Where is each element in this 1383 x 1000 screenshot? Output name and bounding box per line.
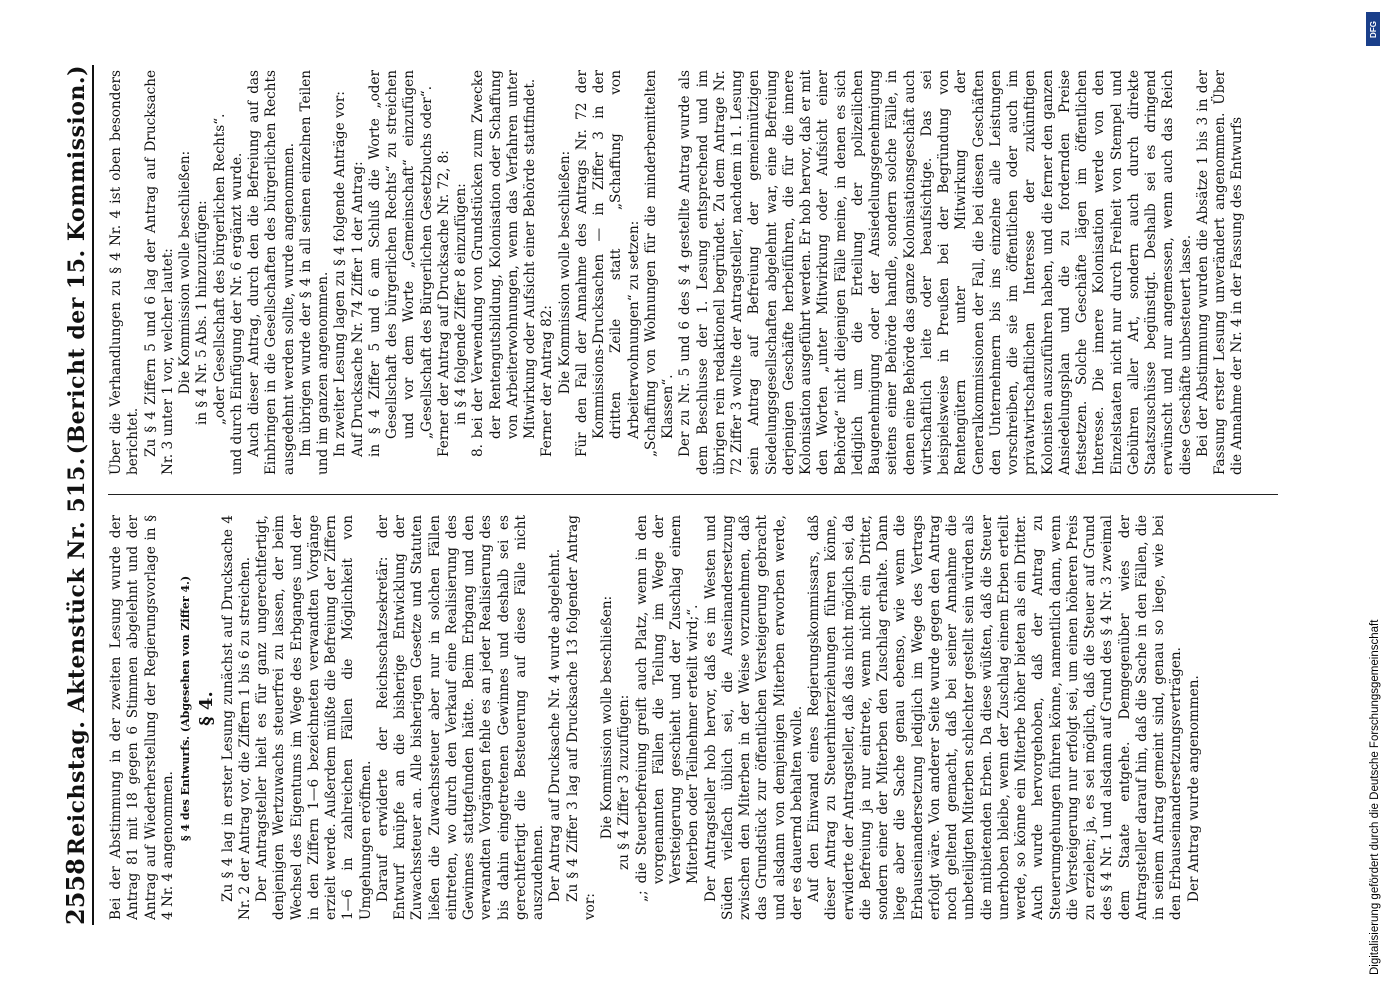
- paragraph: Bei der Abstimmung wurden die Absätze 1 bis 3 in der Fassung erster Lesung unverändert angenommen. Über die Annahme der Nr. 4 in der Fassung des Entwurfs: [1194, 70, 1246, 475]
- right-column: [108, 70, 1278, 475]
- paragraph: Der Antragsteller hob hervor, daß es im Westen und Süden vielfach üblich sei, die Auseinandersetzung zwischen den Miterben in der Weise vorzunehmen, daß das Grundstück zur öffentlichen Versteigerung gebracht und alsdann von demjenigen Miterben erworben werde, der es dauernd behalten wolle.: [702, 515, 805, 920]
- paragraph: Der Antrag auf Drucksache Nr. 4 wurde abgelehnt.: [547, 548, 564, 902]
- paragraph: In zweiter Lesung lagen zu § 4 folgende Anträge vor:: [332, 91, 349, 457]
- paragraph: 8. bei der Verwendung von Grundstücken zum Zwecke der Rentengutsbildung, Kolonisation oder Schaffung von Arbeiterwohnungen, wenn das Verfahren unter Mitwirkung oder Aufsicht einer Behörde stattfindet.: [470, 70, 538, 457]
- paragraph: in § 4 folgende Ziffer 8 einzufügen:: [453, 183, 469, 425]
- paragraph: Zu § 4 lag in erster Lesung zunächst auf Drucksache 4 Nr. 2 der Antrag vor, die Ziffern 1 bis 6 zu streichen.: [219, 515, 253, 920]
- paragraph: und durch Einfügung der Nr. 6 ergänzt wurde.: [228, 152, 245, 475]
- paragraph: Die Kommission wolle beschließen:: [177, 150, 193, 395]
- page-number: 2558: [61, 858, 90, 925]
- paragraph: Über die Verhandlungen zu § 4 Nr. 4 ist oben besonders berichtet.: [108, 70, 142, 475]
- paragraph: Ferner der Antrag auf Drucksache Nr. 72, 8:: [435, 150, 452, 457]
- paragraph: Zu § 4 Ziffern 5 und 6 lag der Antrag auf Drucksache Nr. 3 unter 1 vor, welcher lautet:: [142, 70, 176, 475]
- paragraph: Auch dieser Antrag, durch den die Befreiung auf das Einbringen in die Gesellschaften des bürgerlichen Rechts ausgedehnt werden sollte, wurde angenommen.: [246, 70, 297, 475]
- digitization-credit: Digitalisierung gefördert durch die Deutsche Forschungsgemeinschaft: [1369, 619, 1381, 975]
- left-column: [108, 515, 1278, 920]
- paragraph: Der zu Nr. 5 und 6 des § 4 gestellte Antrag wurde als dem Beschlusse der 1. Lesung entsprechend und im übrigen rein redaktionell begründet. Zu dem Antrage Nr. 72 Ziffer 3 wollte der Antragsteller, nachdem in 1. Lesung sein Antrag auf Befreiung der gemeinnützigen Siedelungsgesellschaften abgelehnt war, eine Befreiung derjenigen Geschäfte herbeiführen, die für die innere Kolonisation ausgeführt werden. Er hob hervor, daß er mit den Worten „unter Mitwirkung oder Aufsicht einer Behörde“ nicht diejenigen Fälle meine, in denen es sich lediglich um die Erteilung der polizeilichen Baugenehmigung oder der Ansiedelungsgenehmigung seitens einer Behörde handle, sondern solche Fälle, in denen eine Behörde das ganze Kolonisationsgeschäft auch wirtschaftlich leite oder beaufsichtige. Das sei beispielsweise in Preußen bei der Begründung von Rentengütern unter Mitwirkung der Generalkommissionen der Fall, die bei diesen Geschäften den Unternehmern bis ins einzelne alle Leistungen vorschreiben, die sie im öffentlichen oder auch im privatwirtschaftlichen Interesse der zukünftigen Kolonisten auszuführen haben, und die ferner den ganzen Ansiedelungsplan und die zu fordernden Preise festsetzen. Solche Geschäfte lägen im öffentlichen Interesse. Die innere Kolonisation werde von den Einzelstaaten nicht nur durch Freiheit von Stempel und Gebühren aller Art, sondern auch durch direkte Staatszuschüsse begünstigt. Deshalb sei es dringend erwünscht und nur angemessen, wenn auch das Reich diese Geschäfte unbesteuert lasse.: [677, 70, 1194, 475]
- paragraph: § 4 des Entwurfs. (Abgesehen von Ziffer 4.): [179, 575, 192, 842]
- dfg-logo: DFG: [1366, 12, 1380, 46]
- paragraph: „oder Gesellschaft des bürgerlichen Rechts“.: [211, 113, 228, 425]
- paragraph: Im übrigen wurde der § 4 in all seinen einzelnen Teilen und im ganzen angenommen.: [297, 70, 331, 475]
- section-title: (Bericht der 15. Kommission.): [64, 65, 90, 455]
- paragraph: „; die Steuerbefreiung greift auch Platz, wenn in den vorgenannten Fällen die Teilung im Wege der Versteigerung geschieht und der Zuschlag einem Miterben oder Teilnehmer erteilt wird;“.: [633, 515, 702, 902]
- paragraph: Bei der Abstimmung in der zweiten Lesung wurde der Antrag 81 mit 18 gegen 6 Stimmen abgelehnt und der Antrag auf Wiederherstellung der Regierungsvorlage in § 4 Nr. 4 angenommen.: [108, 515, 176, 920]
- paragraph: Der Antrag wurde angenommen.: [1185, 675, 1202, 902]
- paragraph: Zu § 4 Ziffer 3 lag auf Drucksache 13 folgender Antrag vor:: [564, 515, 598, 920]
- paragraph: Auf Drucksache Nr. 74 Ziffer 1 der Antrag:: [349, 161, 366, 457]
- paragraph: Auf den Einwand eines Regierungskommissars, daß dieser Antrag zu Steuerhinterziehungen führen könne, erwiderte der Antragsteller, daß das nicht möglich sei, da die Befreiung ja nur eintrete, wenn nicht ein Dritter, sondern einer der Miterben den Zuschlag erhalte. Dann liege aber die Sache genau ebenso, wie wenn die Erbauseinandersetzung lediglich im Wege des Vertrags erfolgt wäre. Von anderer Seite wurde gegen den Antrag noch geltend gemacht, daß bei seiner Annahme die unbeteiligten Miterben schlechter gestellt sein würden als die mitbietenden Erben. Da diese wüßten, daß die Steuer unerhoben bleibe, wenn der Zuschlag einem Erben erteilt werde, so könne ein Miterbe höher bieten als ein Dritter. Auch wurde hervorgehoben, daß der Antrag zu Steuerumgehungen führen könne, namentlich dann, wenn die Versteigerung nur erfolgt sei, um einen höheren Preis zu erzielen; ja, es sei möglich, daß die Steuer auf Grund des § 4 Nr. 1 und alsdann auf Grund des § 4 Nr. 3 zweimal dem Staate entgehe. Demgegenüber wies der Antragsteller darauf hin, daß die Sache in den Fällen, die in seinem Antrag gemeint sind, genau so liege, wie bei den Erbauseinandersetzungsverträgen.: [806, 515, 1185, 920]
- page-header: [50, 65, 90, 925]
- paragraph: § 4.: [196, 691, 218, 726]
- paragraph: Der Antragsteller hielt es für ganz ungerechtfertigt, denjenigen Wertzuwachs steuerfrei zu lassen, der beim Wechsel des Eigentums im Wege des Erbganges und der in den Ziffern 1—6 bezeichneten verwandten Vorgänge erzielt werde. Außerdem müßte die Befreiung der Ziffern 1—6 in zahlreichen Fällen die Möglichkeit von Umgehungen eröffnen.: [254, 515, 374, 920]
- paragraph: in § 4 Ziffer 5 und 6 am Schluß die Worte „oder Gesellschaft des bürgerlichen Rechts“ zu streichen und vor dem Worte „Gemeinschaft“ einzufügen „Gesellschaft des Bürgerlichen Gesetzbuchs oder“.: [366, 70, 435, 457]
- paragraph: Ferner der Antrag 82:: [539, 305, 556, 457]
- paragraph: in § 4 Nr. 5 Abs. 1 hinzuzufügen:: [194, 200, 211, 425]
- page-title: Reichstag. Aktenstück Nr. 515.: [64, 457, 90, 856]
- column-divider: [108, 494, 1278, 495]
- paragraph: Darauf erwiderte der Reichsschatzsekretär: der Entwurf knüpfe an die bisherige Entwicklung der Zuwachssteuer an. Alle bisherigen Gesetze und Statuten ließen die Zuwachssteuer aber nur in solchen Fällen eintreten, wo durch den Verkauf eine Realisierung des Gewinnes stattgefunden hätte. Beim Erbgang und den verwandten Vorgängen fehle es an jeder Realisierung des bis dahin eingetretenen Gewinnes und deshalb sei es gerechtfertigt die Besteuerung auf diese Fälle nicht auszudehnen.: [374, 515, 546, 920]
- header-rule: [92, 65, 94, 925]
- paragraph: Für den Fall der Annahme des Antrags Nr. 72 der Kommissions-Drucksachen — in Ziffer 3 in der dritten Zeile statt „Schaffung von Arbeiterwohnungen“ zu setzen:: [573, 70, 642, 457]
- paragraph: Die Kommission wolle beschließen:: [599, 595, 615, 840]
- paragraph: „Schaffung von Wohnungen für die minderbemittelten Klassen“.: [642, 70, 676, 457]
- paragraph: Die Kommission wolle beschließen:: [556, 150, 573, 395]
- paragraph: zu § 4 Ziffer 3 zuzufügen:: [616, 694, 633, 870]
